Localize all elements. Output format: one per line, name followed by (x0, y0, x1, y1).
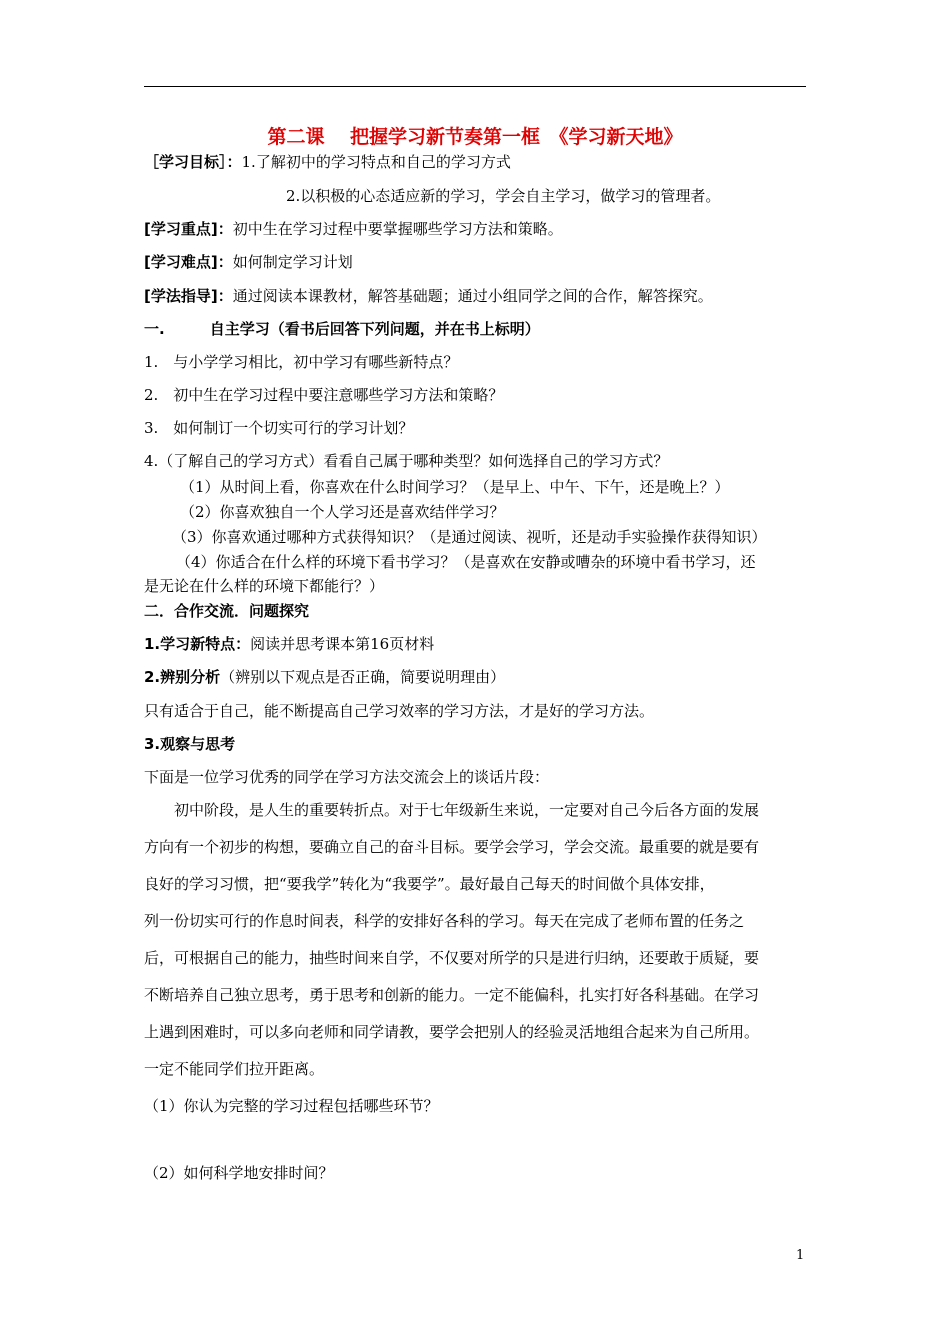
part-2 (144, 667, 505, 687)
difficulty-line (144, 252, 353, 272)
passage-line-5: 后，可根据自己的能力，抽些时间来自学，不仅要对所学的只是进行归纳，还要敢于质疑，要 (144, 949, 760, 967)
sub-question-4: （4）你适合在什么样的环境下看书学习？（是喜欢在安静或嘈杂的环境中看书学习，还 (176, 553, 756, 571)
difficulty-text: 如何制定学习计划 (232, 253, 353, 271)
guide-text: 通过阅读本课教材，解答基础题；通过小组同学之间的合作，解答探究。 (232, 287, 713, 305)
part-2-label: 2.辨别分析 (144, 668, 221, 686)
question-4: 4.（了解自己的学习方式）看看自己属于哪种类型？如何选择自己的学习方式？ (144, 452, 669, 470)
passage-line-3: 良好的学习习惯，把“要我学”转化为“我要学”。最好最自己每天的时间做个具体安排， (144, 875, 715, 893)
sub-question-4-cont: 是无论在什么样的环境下都能行？） (144, 577, 385, 595)
section1-heading: 一. 自主学习（看书后回答下列问题，并在书上标明） (144, 320, 540, 338)
difficulty-label: [学习难点]： (144, 253, 233, 271)
question-3: 3. 如何制订一个切实可行的学习计划？ (144, 419, 414, 437)
part-1-text: 阅读并思考课本第16页材料 (250, 635, 435, 653)
sub-question-2: （2）你喜欢独自一个人学习还是喜欢结伴学习？ (180, 503, 505, 521)
goals-line-1 (144, 152, 511, 172)
page-title: 第二课 把握学习新节奏第一框 《学习新天地》 (267, 126, 683, 148)
goals-item-2: 2.以积极的心态适应新的学习，学会自主学习，做学习的管理者。 (286, 187, 721, 205)
goals-label: ［学习目标］： (144, 153, 242, 171)
page-number: 1 (796, 1248, 805, 1263)
question-a: （1）你认为完整的学习过程包括哪些环节？ (144, 1097, 439, 1115)
header-rule (144, 86, 806, 87)
sub-question-3: （3）你喜欢通过哪种方式获得知识？（是通过阅读、视听，还是动手实验操作获得知识） (172, 528, 767, 546)
passage-line-2: 方向有一个初步的构想，要确立自己的奋斗目标。要学会学习，学会交流。最重要的就是要有 (144, 838, 760, 856)
part-3-intro: 下面是一位学习优秀的同学在学习方法交流会上的谈话片段： (144, 768, 550, 786)
question-1: 1. 与小学学习相比，初中学习有哪些新特点？ (144, 353, 459, 371)
part-1 (144, 634, 434, 654)
passage-line-7: 上遇到困难时，可以多向老师和同学请教，要学会把别人的经验灵活地组合起来为自己所用。 (144, 1023, 760, 1041)
keypoint-text: 初中生在学习过程中要掌握哪些学习方法和策略。 (232, 220, 563, 238)
part-2-statement: 只有适合于自己，能不断提高自己学习效率的学习方法，才是好的学习方法。 (144, 702, 655, 720)
passage-line-1: 初中阶段，是人生的重要转折点。对于七年级新生来说，一定要对自己今后各方面的发展 (144, 801, 760, 819)
part-1-label: 1.学习新特点： (144, 635, 251, 653)
goals-item-1: 1.了解初中的学习特点和自己的学习方式 (241, 153, 511, 171)
sub-question-1: （1）从时间上看，你喜欢在什么时间学习？（是早上、中午、下午，还是晚上？） (180, 478, 730, 496)
section2-heading: 二．合作交流．问题探究 (144, 602, 310, 620)
passage-line-4: 列一份切实可行的作息时间表，科学的安排好各科的学习。每天在完成了老师布置的任务之 (144, 912, 745, 930)
guide-line (144, 286, 713, 306)
part-2-text: （辨别以下观点是否正确，简要说明理由） (220, 668, 506, 686)
question-b: （2）如何科学地安排时间？ (144, 1164, 334, 1182)
part-3-label: 3.观察与思考 (144, 735, 236, 753)
question-2: 2. 初中生在学习过程中要注意哪些学习方法和策略？ (144, 386, 504, 404)
passage-line-6: 不断培养自己独立思考，勇于思考和创新的能力。一定不能偏科，扎实打好各科基础。在学习 (144, 986, 760, 1004)
keypoint-label: [学习重点]： (144, 220, 233, 238)
passage-line-8: 一定不能同学们拉开距离。 (144, 1060, 325, 1078)
keypoint-line (144, 219, 563, 239)
guide-label: [学法指导]： (144, 287, 233, 305)
